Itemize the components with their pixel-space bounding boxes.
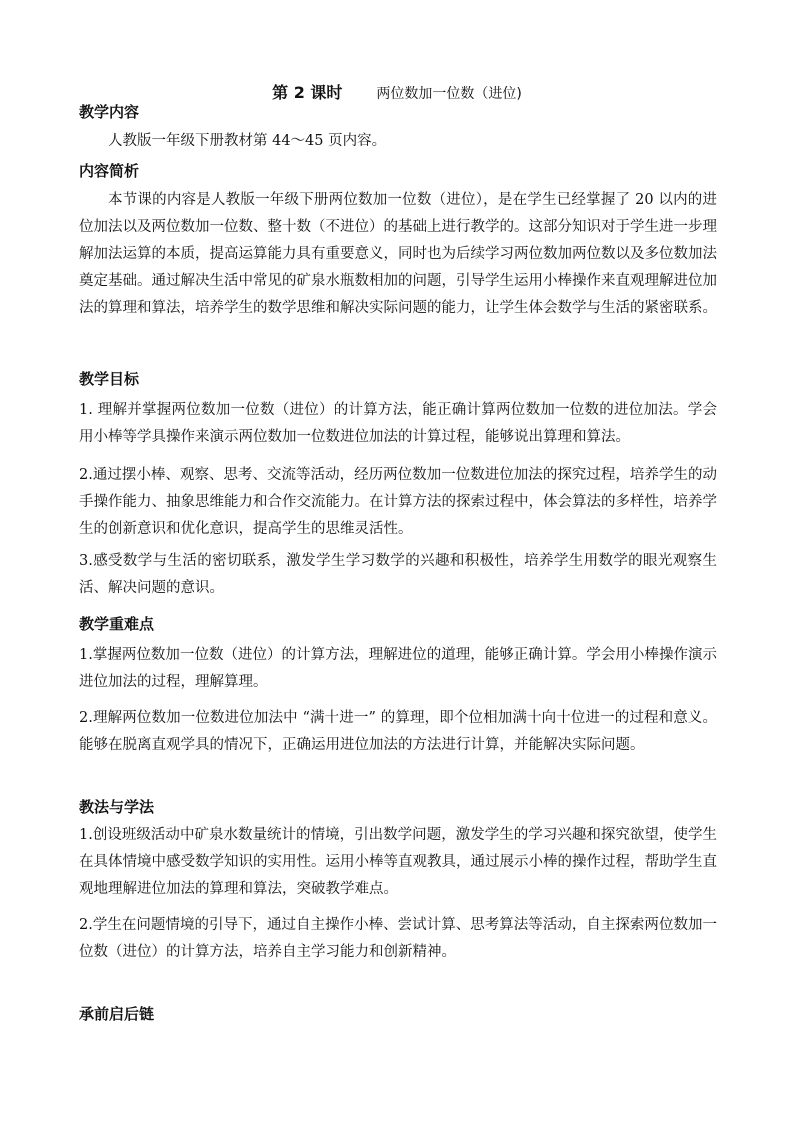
content-text: 人教版一年级下册教材第 44～45 页内容。	[108, 133, 387, 149]
key-point-item-2: 2.理解两位数加一位数进位加法中 “满十进一” 的算理，即个位相加满十向十位进一的过程和意义。能够在脱离直观学具的情况下，正确运用进位加法的方法进行计算，并能解决实际问题。	[79, 710, 717, 753]
heading-goals: 教学目标	[79, 370, 140, 388]
heading-methods: 教法与学法	[79, 798, 155, 816]
goal-item-2: 2.通过摆小棒、观察、思考、交流等活动，经历两位数加一位数进位加法的探究过程，培养学生的动手操作能力、抽象思维能力和合作交流能力。在计算方法的探索过程中，体会算法的多样性，培养学生的创新意识和优化意识，提高学生的思维灵活性。	[79, 467, 717, 537]
key-point-item-1: 1.掌握两位数加一位数（进位）的计算方法，理解进位的道理，能够正确计算。学会用小棒操作演示进位加法的过程，理解算理。	[79, 647, 717, 690]
heading-links: 承前启后链	[79, 1005, 155, 1023]
goal-item-1: 1. 理解并掌握两位数加一位数（进位）的计算方法，能正确计算两位数加一位数的进位加法。学会用小棒等学具操作来演示两位数加一位数进位加法的计算过程，能够说出算理和算法。	[79, 402, 717, 445]
lesson-title	[0, 80, 794, 103]
heading-key-points: 教学重难点	[79, 615, 155, 633]
heading-summary: 内容简析	[79, 162, 140, 180]
method-item-2: 2.学生在问题情境的引导下，通过自主操作小棒、尝试计算、思考算法等活动，自主探索两位数加一位数（进位）的计算方法，培养自主学习能力和创新精神。	[79, 917, 717, 960]
goal-item-3: 3.感受数学与生活的密切联系，激发学生学习数学的兴趣和积极性，培养学生用数学的眼光观察生活、解决问题的意识。	[79, 553, 717, 596]
lesson-number: 第 2 课时	[272, 83, 343, 102]
method-item-1: 1.创设班级活动中矿泉水数量统计的情境，引出数学问题，激发学生的学习兴趣和探究欲望，使学生在具体情境中感受数学知识的实用性。运用小棒等直观教具，通过展示小棒的操作过程，帮助学生直观地理解进位加法的算理和算法，突破教学难点。	[79, 827, 717, 897]
heading-content: 教学内容	[79, 103, 140, 121]
summary-text: 本节课的内容是人教版一年级下册两位数加一位数（进位），是在学生已经掌握了 20 以内的进位加法以及两位数加一位数、整十数（不进位）的基础上进行教学的。这部分知识对于学生进一步理解加法运算的本质，提高运算能力具有重要意义，同时也为后续学习两位数加两位数以及多位数加法奠定基础。通过解决生活中常见的矿泉水瓶数相加的问题，引导学生运用小棒操作来直观理解进位加法的算理和算法，培养学生的数学思维和解决实际问题的能力，让学生体会数学与生活的紧密联系。	[79, 192, 717, 316]
lesson-topic: 两位数加一位数（进位)	[376, 86, 522, 102]
